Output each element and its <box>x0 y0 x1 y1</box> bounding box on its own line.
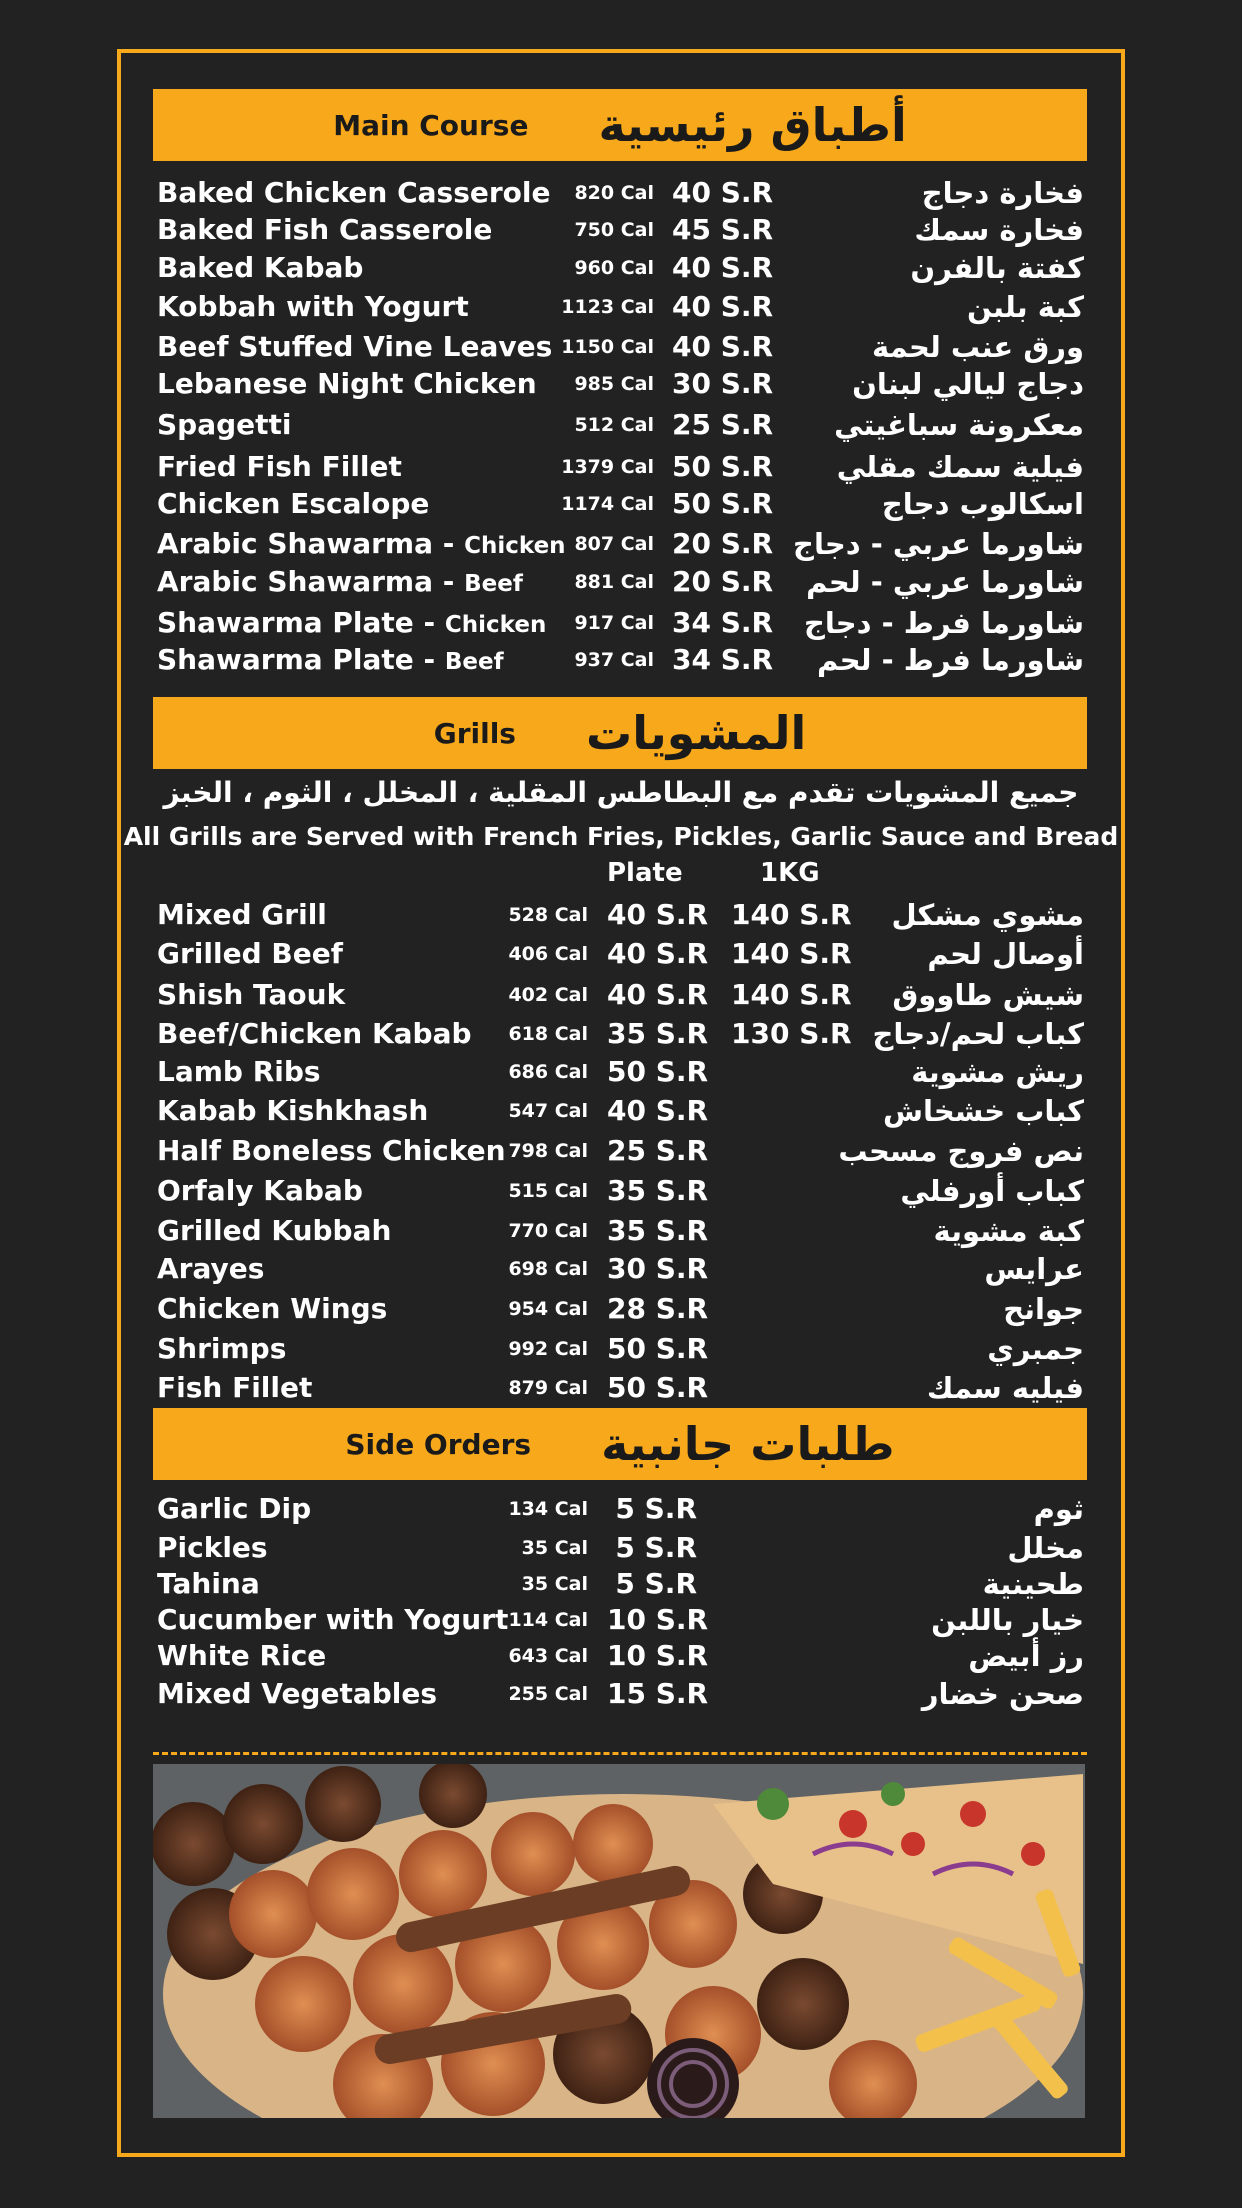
item-price: 50 S.R <box>672 487 774 520</box>
item-price-plate: 40 S.R <box>607 978 709 1011</box>
side-orders-banner <box>153 1408 1087 1480</box>
item-price-plate: 40 S.R <box>607 898 709 931</box>
item-price: 10 S.R <box>607 1639 709 1672</box>
item-name-ar: كبة مشوية <box>933 1214 1084 1248</box>
item-name-ar: عرايس <box>984 1252 1084 1286</box>
menu-row <box>0 641 1242 679</box>
item-name-ar: شاورما عربي - لحم <box>806 565 1084 599</box>
item-name-en: Grilled Beef <box>157 937 343 970</box>
item-price-plate: 50 S.R <box>607 1055 709 1088</box>
item-calories: 114 Cal <box>508 1609 588 1631</box>
item-calories: 547 Cal <box>508 1100 588 1122</box>
item-name-en: Baked Fish Casserole <box>157 213 493 246</box>
item-price-kg: 140 S.R <box>731 898 852 931</box>
item-name-main: Arabic Shawarma - <box>157 527 465 560</box>
item-name-en: Grilled Kubbah <box>157 1214 392 1247</box>
item-name-ar: شاورما عربي - دجاج <box>793 527 1084 561</box>
menu-row <box>0 1601 1242 1639</box>
item-price-kg: 130 S.R <box>731 1017 852 1050</box>
menu-row <box>0 604 1242 642</box>
item-name-en <box>157 525 566 565</box>
menu-row <box>0 1132 1242 1170</box>
item-name-sub: Beef <box>444 649 504 675</box>
item-name-en: Orfaly Kabab <box>157 1174 363 1207</box>
item-name-sub: Chicken <box>464 533 566 559</box>
item-name-ar: فيلية سمك مقلي <box>836 450 1084 484</box>
item-name-en: Lamb Ribs <box>157 1055 321 1088</box>
item-name-ar: اسكالوب دجاج <box>881 487 1084 521</box>
menu-row <box>0 288 1242 326</box>
item-name-ar: كباب أورفلي <box>900 1174 1084 1208</box>
item-calories: 406 Cal <box>508 943 588 965</box>
grills-note-ar: جميع المشويات تقدم مع البطاطس المقلية ، المخلل ، الثوم ، الخبز <box>163 776 1079 809</box>
item-name-ar: كباب لحم/دجاج <box>872 1017 1084 1051</box>
item-name-en: Tahina <box>157 1567 260 1600</box>
menu-row <box>0 1053 1242 1091</box>
item-name-ar: ثوم <box>1033 1492 1084 1526</box>
item-price-plate: 50 S.R <box>607 1332 709 1365</box>
item-name-en: Arayes <box>157 1252 265 1285</box>
item-name-main: Arabic Shawarma - <box>157 565 465 598</box>
menu-row <box>0 1637 1242 1675</box>
item-price: 40 S.R <box>672 251 774 284</box>
item-name-ar: صحن خضار <box>921 1677 1084 1711</box>
item-calories: 35 Cal <box>521 1573 588 1595</box>
menu-row <box>0 485 1242 523</box>
item-name-en: Mixed Vegetables <box>157 1677 438 1710</box>
item-price: 10 S.R <box>607 1603 709 1636</box>
item-calories: 643 Cal <box>508 1645 588 1667</box>
item-calories: 515 Cal <box>508 1180 588 1202</box>
item-price: 25 S.R <box>672 408 774 441</box>
item-price: 40 S.R <box>672 330 774 363</box>
item-name-ar: فيليه سمك <box>926 1371 1084 1405</box>
menu-row <box>0 1092 1242 1130</box>
item-calories: 698 Cal <box>508 1258 588 1280</box>
menu-row <box>0 935 1242 973</box>
item-price-plate: 50 S.R <box>607 1371 709 1404</box>
item-name-ar: فخارة دجاج <box>921 176 1084 210</box>
item-name-ar: شيش طاووق <box>892 978 1084 1012</box>
item-calories: 512 Cal <box>574 414 654 436</box>
item-calories: 917 Cal <box>574 612 654 634</box>
item-name-en: Spagetti <box>157 408 292 441</box>
item-price: 34 S.R <box>672 643 774 676</box>
item-name-sub: Chicken <box>444 612 547 638</box>
item-name-en: Shish Taouk <box>157 978 346 1011</box>
item-price: 50 S.R <box>672 450 774 483</box>
item-price: 40 S.R <box>672 176 774 209</box>
item-name-en: Mixed Grill <box>157 898 327 931</box>
menu-row <box>0 1015 1242 1053</box>
menu-row <box>0 406 1242 444</box>
item-name-sub: Beef <box>464 571 523 597</box>
item-name-ar: دجاج ليالي لبنان <box>852 367 1084 401</box>
item-calories: 937 Cal <box>574 649 654 671</box>
item-name-ar: كفتة بالفرن <box>910 251 1084 285</box>
item-name-ar: مخلل <box>1007 1531 1084 1565</box>
menu-row <box>0 174 1242 212</box>
item-price: 5 S.R <box>615 1531 697 1564</box>
item-name-ar: شاورما فرط - دجاج <box>803 606 1084 640</box>
menu-row <box>0 1330 1242 1368</box>
menu-row <box>0 1172 1242 1210</box>
main-course-banner <box>153 89 1087 161</box>
item-name-en: Beef/Chicken Kabab <box>157 1017 472 1050</box>
item-name-en: Baked Chicken Casserole <box>157 176 551 209</box>
menu-row <box>0 1290 1242 1328</box>
menu-row <box>0 1675 1242 1713</box>
item-name-ar: خيار باللبن <box>931 1603 1084 1637</box>
item-name-ar: جوانح <box>1003 1292 1084 1326</box>
item-name-main: Shawarma Plate - <box>157 606 445 639</box>
item-name-en: Fried Fish Fillet <box>157 450 402 483</box>
grills-col-plate: Plate <box>607 858 683 888</box>
side-orders-title-en: Side Orders <box>345 1427 532 1461</box>
menu-row <box>0 896 1242 934</box>
menu-row <box>0 365 1242 403</box>
item-price: 20 S.R <box>672 527 774 560</box>
grills-title-en: Grills <box>433 716 516 750</box>
item-name-en <box>157 641 504 681</box>
item-price-plate: 28 S.R <box>607 1292 709 1325</box>
item-price-plate: 40 S.R <box>607 1094 709 1127</box>
item-price: 5 S.R <box>615 1567 697 1600</box>
item-calories: 954 Cal <box>508 1298 588 1320</box>
item-name-en: Chicken Escalope <box>157 487 430 520</box>
item-price-plate: 25 S.R <box>607 1134 709 1167</box>
item-name-en: White Rice <box>157 1639 327 1672</box>
item-name-en: Garlic Dip <box>157 1492 312 1525</box>
item-name-en: Beef Stuffed Vine Leaves <box>157 330 553 363</box>
item-calories: 770 Cal <box>508 1220 588 1242</box>
item-calories: 1174 Cal <box>561 493 654 515</box>
menu-row <box>0 1529 1242 1567</box>
item-calories: 807 Cal <box>574 533 654 555</box>
item-name-ar: فخارة سمك <box>914 213 1084 247</box>
grills-note-en: All Grills are Served with French Fries, Pickles, Garlic Sauce and Bread <box>123 822 1119 851</box>
item-price-kg: 140 S.R <box>731 937 852 970</box>
dashed-divider <box>153 1752 1087 1755</box>
item-name-en: Kabab Kishkhash <box>157 1094 429 1127</box>
item-price-plate: 35 S.R <box>607 1214 709 1247</box>
item-name-ar: كبة بلبن <box>966 290 1084 324</box>
side-orders-title-ar: طلبات جانبية <box>601 1417 895 1471</box>
item-calories: 992 Cal <box>508 1338 588 1360</box>
item-name-en: Half Boneless Chicken <box>157 1134 506 1167</box>
item-name-en <box>157 604 546 644</box>
item-name-en: Fish Fillet <box>157 1371 313 1404</box>
item-price-kg: 140 S.R <box>731 978 852 1011</box>
item-name-en: Shrimps <box>157 1332 287 1365</box>
item-price: 34 S.R <box>672 606 774 639</box>
item-name-ar: شاورما فرط - لحم <box>817 643 1084 677</box>
item-calories: 879 Cal <box>508 1377 588 1399</box>
item-calories: 750 Cal <box>574 219 654 241</box>
menu-row <box>0 1490 1242 1528</box>
menu-row <box>0 1369 1242 1407</box>
item-price-plate: 30 S.R <box>607 1252 709 1285</box>
menu-row <box>0 1565 1242 1603</box>
item-price-plate: 35 S.R <box>607 1017 709 1050</box>
item-calories: 798 Cal <box>508 1140 588 1162</box>
item-price: 5 S.R <box>615 1492 697 1525</box>
grills-col-kg: 1KG <box>760 858 820 888</box>
main-course-title-ar: أطباق رئيسية <box>598 98 907 152</box>
item-calories: 820 Cal <box>574 182 654 204</box>
grill-platter-photo <box>153 1764 1085 2118</box>
item-name-ar: كباب خشخاش <box>882 1094 1084 1128</box>
menu-row <box>0 249 1242 287</box>
item-name-en: Baked Kabab <box>157 251 364 284</box>
item-name-ar: معكرونة سباغيتي <box>834 408 1084 442</box>
item-name-en: Chicken Wings <box>157 1292 388 1325</box>
item-name-ar: رز أبيض <box>968 1639 1084 1673</box>
item-name-en: Pickles <box>157 1531 268 1564</box>
menu-row <box>0 211 1242 249</box>
menu-row <box>0 1212 1242 1250</box>
item-calories: 255 Cal <box>508 1683 588 1705</box>
item-name-ar: أوصال لحم <box>927 937 1084 971</box>
grills-banner <box>153 697 1087 769</box>
item-calories: 134 Cal <box>508 1498 588 1520</box>
item-name-en: Kobbah with Yogurt <box>157 290 469 323</box>
menu-row <box>0 976 1242 1014</box>
item-calories: 960 Cal <box>574 257 654 279</box>
menu-row <box>0 525 1242 563</box>
item-name-ar: جمبري <box>987 1332 1084 1366</box>
item-calories: 1150 Cal <box>561 336 654 358</box>
item-name-ar: نص فروج مسحب <box>838 1134 1084 1168</box>
menu-row <box>0 1250 1242 1288</box>
item-name-en: Lebanese Night Chicken <box>157 367 537 400</box>
menu-row <box>0 448 1242 486</box>
item-name-ar: ورق عنب لحمة <box>871 330 1084 364</box>
main-course-title-en: Main Course <box>333 108 529 142</box>
item-name-ar: طحينية <box>982 1567 1084 1601</box>
item-calories: 618 Cal <box>508 1023 588 1045</box>
item-price: 20 S.R <box>672 565 774 598</box>
item-price: 45 S.R <box>672 213 774 246</box>
item-price-plate: 40 S.R <box>607 937 709 970</box>
item-calories: 402 Cal <box>508 984 588 1006</box>
item-name-en <box>157 563 523 603</box>
menu-row <box>0 563 1242 601</box>
item-calories: 985 Cal <box>574 373 654 395</box>
item-name-main: Shawarma Plate - <box>157 643 445 676</box>
item-name-en: Cucumber with Yogurt <box>157 1603 509 1636</box>
item-calories: 528 Cal <box>508 904 588 926</box>
item-name-ar: مشوي مشكل <box>891 898 1084 932</box>
item-calories: 881 Cal <box>574 571 654 593</box>
item-calories: 1123 Cal <box>561 296 654 318</box>
grills-title-ar: المشويات <box>585 706 807 760</box>
item-calories: 1379 Cal <box>561 456 654 478</box>
item-price: 40 S.R <box>672 290 774 323</box>
item-price: 30 S.R <box>672 367 774 400</box>
item-calories: 35 Cal <box>521 1537 588 1559</box>
item-price: 15 S.R <box>607 1677 709 1710</box>
menu-row <box>0 328 1242 366</box>
item-price-plate: 35 S.R <box>607 1174 709 1207</box>
item-name-ar: ريش مشوية <box>911 1055 1084 1089</box>
item-calories: 686 Cal <box>508 1061 588 1083</box>
